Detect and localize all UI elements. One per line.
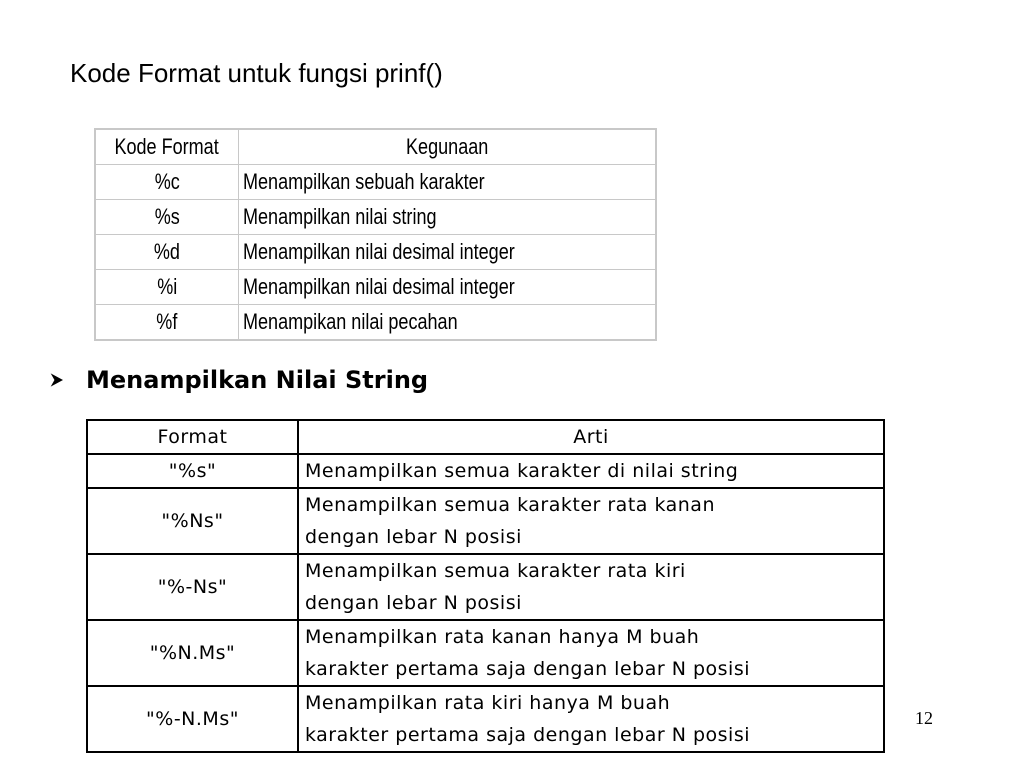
meaning-line: dengan lebar N posisi xyxy=(305,526,522,548)
section-heading-text: Menampilkan Nilai String xyxy=(86,366,429,394)
format-code-cell: %c xyxy=(95,165,239,200)
table-row xyxy=(87,686,884,752)
usage-cell: Menampilkan nilai desimal integer xyxy=(239,235,657,270)
meaning-line: karakter pertama saja dengan lebar N posisi xyxy=(305,658,751,680)
table-header-row xyxy=(87,420,884,454)
format-code-cell: %i xyxy=(95,270,239,305)
meaning-line: Menampilkan semua karakter di nilai string xyxy=(305,460,739,482)
column-header-arti: Arti xyxy=(298,420,884,454)
meaning-line: Menampilkan rata kiri hanya M buah xyxy=(305,692,671,714)
section-heading xyxy=(48,366,428,394)
slide-title: Kode Format untuk fungsi prinf() xyxy=(70,58,443,88)
table-header-row xyxy=(95,129,656,165)
table-row xyxy=(95,305,656,341)
meaning-line: Menampilkan rata kanan hanya M buah xyxy=(305,626,700,648)
usage-cell: Menampikan nilai pecahan xyxy=(239,305,657,341)
meaning-line: Menampilkan semua karakter rata kiri xyxy=(305,560,686,582)
arrowhead-bullet-icon xyxy=(48,372,64,388)
meaning-cell xyxy=(298,454,884,488)
meaning-line: dengan lebar N posisi xyxy=(305,592,522,614)
meaning-line: karakter pertama saja dengan lebar N posisi xyxy=(305,724,751,746)
usage-cell: Menampilkan nilai string xyxy=(239,200,657,235)
format-cell: "%N.Ms" xyxy=(87,620,298,686)
table-row xyxy=(87,620,884,686)
format-cell: "%Ns" xyxy=(87,488,298,554)
table-row xyxy=(95,165,656,200)
string-format-table xyxy=(86,419,885,753)
format-code-cell: %s xyxy=(95,200,239,235)
meaning-cell xyxy=(298,620,884,686)
format-code-cell: %f xyxy=(95,305,239,341)
usage-cell: Menampilkan nilai desimal integer xyxy=(239,270,657,305)
meaning-line: Menampilkan semua karakter rata kanan xyxy=(305,494,715,516)
column-header-kegunaan: Kegunaan xyxy=(239,129,657,165)
table-row xyxy=(87,488,884,554)
format-cell: "%s" xyxy=(87,454,298,488)
page-number: 12 xyxy=(915,708,933,728)
table-row xyxy=(95,270,656,305)
meaning-cell xyxy=(298,488,884,554)
usage-cell: Menampilkan sebuah karakter xyxy=(239,165,657,200)
meaning-cell xyxy=(298,554,884,620)
table-row xyxy=(95,235,656,270)
table-row xyxy=(87,454,884,488)
table-row xyxy=(87,554,884,620)
table-row xyxy=(95,200,656,235)
column-header-format: Format xyxy=(87,420,298,454)
column-header-kode-format: Kode Format xyxy=(95,129,239,165)
format-code-table xyxy=(94,128,657,341)
format-cell: "%-Ns" xyxy=(87,554,298,620)
format-cell: "%-N.Ms" xyxy=(87,686,298,752)
format-code-cell: %d xyxy=(95,235,239,270)
meaning-cell xyxy=(298,686,884,752)
